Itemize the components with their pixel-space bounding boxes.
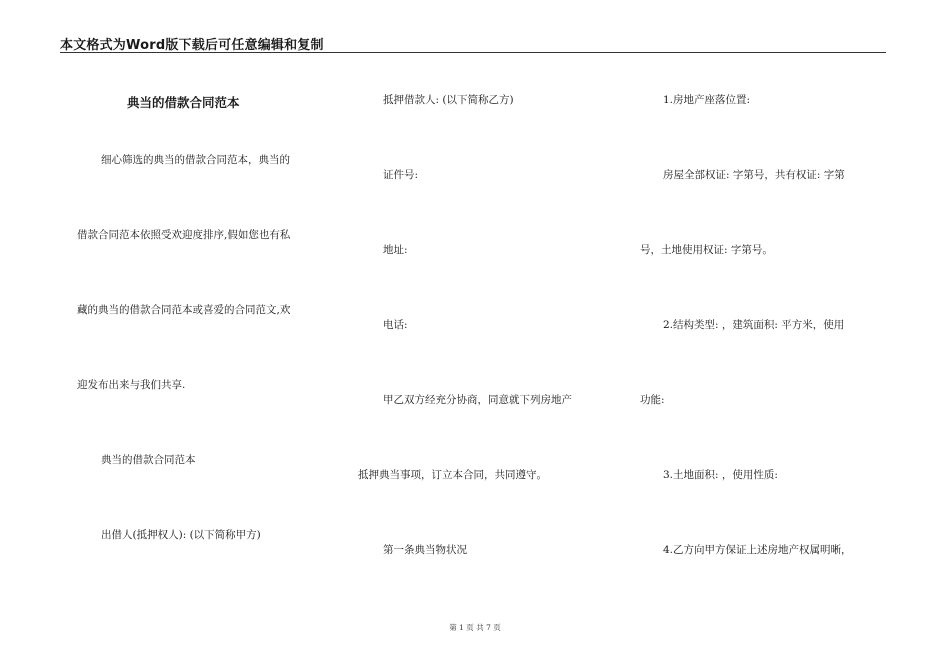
col3-line-4: 2.结构类型: ，建筑面积: 平方米，使用 [663, 319, 845, 331]
page-number-footer: 第 1 页 共 7 页 [449, 623, 501, 632]
col3-line-5: 功能: [640, 394, 665, 406]
col2-line-3: 地址: [383, 244, 408, 256]
col3-line-7: 4.乙方向甲方保证上述房地产权属明晰， [663, 544, 852, 556]
col1-line-2: 借款合同范本依照受欢迎度排序,假如您也有私 [77, 229, 291, 241]
col2-line-7: 第一条典当物状况 [383, 544, 467, 556]
col1-line-5: 典当的借款合同范本 [101, 454, 196, 466]
col3-line-6: 3.土地面积: ，使用性质: [663, 469, 778, 481]
col3-line-3: 号，土地使用权证: 字第号。 [640, 244, 773, 256]
col2-line-1: 抵押借款人: (以下简称乙方) [383, 94, 514, 106]
col1-line-4: 迎发布出来与我们共享. [77, 379, 186, 391]
col2-line-5: 甲乙双方经充分协商，同意就下列房地产 [383, 394, 572, 406]
col3-line-2: 房屋全部权证: 字第号，共有权证: 字第 [663, 169, 845, 181]
col2-line-4: 电话: [383, 319, 408, 331]
col1-line-3: 藏的典当的借款合同范本或喜爱的合同范文,欢 [77, 304, 291, 316]
page-header [60, 32, 886, 53]
document-title: 典当的借款合同范本 [127, 95, 240, 110]
col1-line-1: 细心筛选的典当的借款合同范本，典当的 [101, 154, 290, 166]
col1-line-6: 出借人(抵押权人): (以下简称甲方) [101, 529, 261, 541]
col2-line-6: 抵押典当事项，订立本合同，共同遵守。 [358, 469, 547, 481]
header-text: 本文格式为Word版下载后可任意编辑和复制 [60, 38, 324, 53]
col3-line-1: 1.房地产座落位置: [663, 94, 751, 106]
col2-line-2: 证件号: [383, 169, 419, 181]
